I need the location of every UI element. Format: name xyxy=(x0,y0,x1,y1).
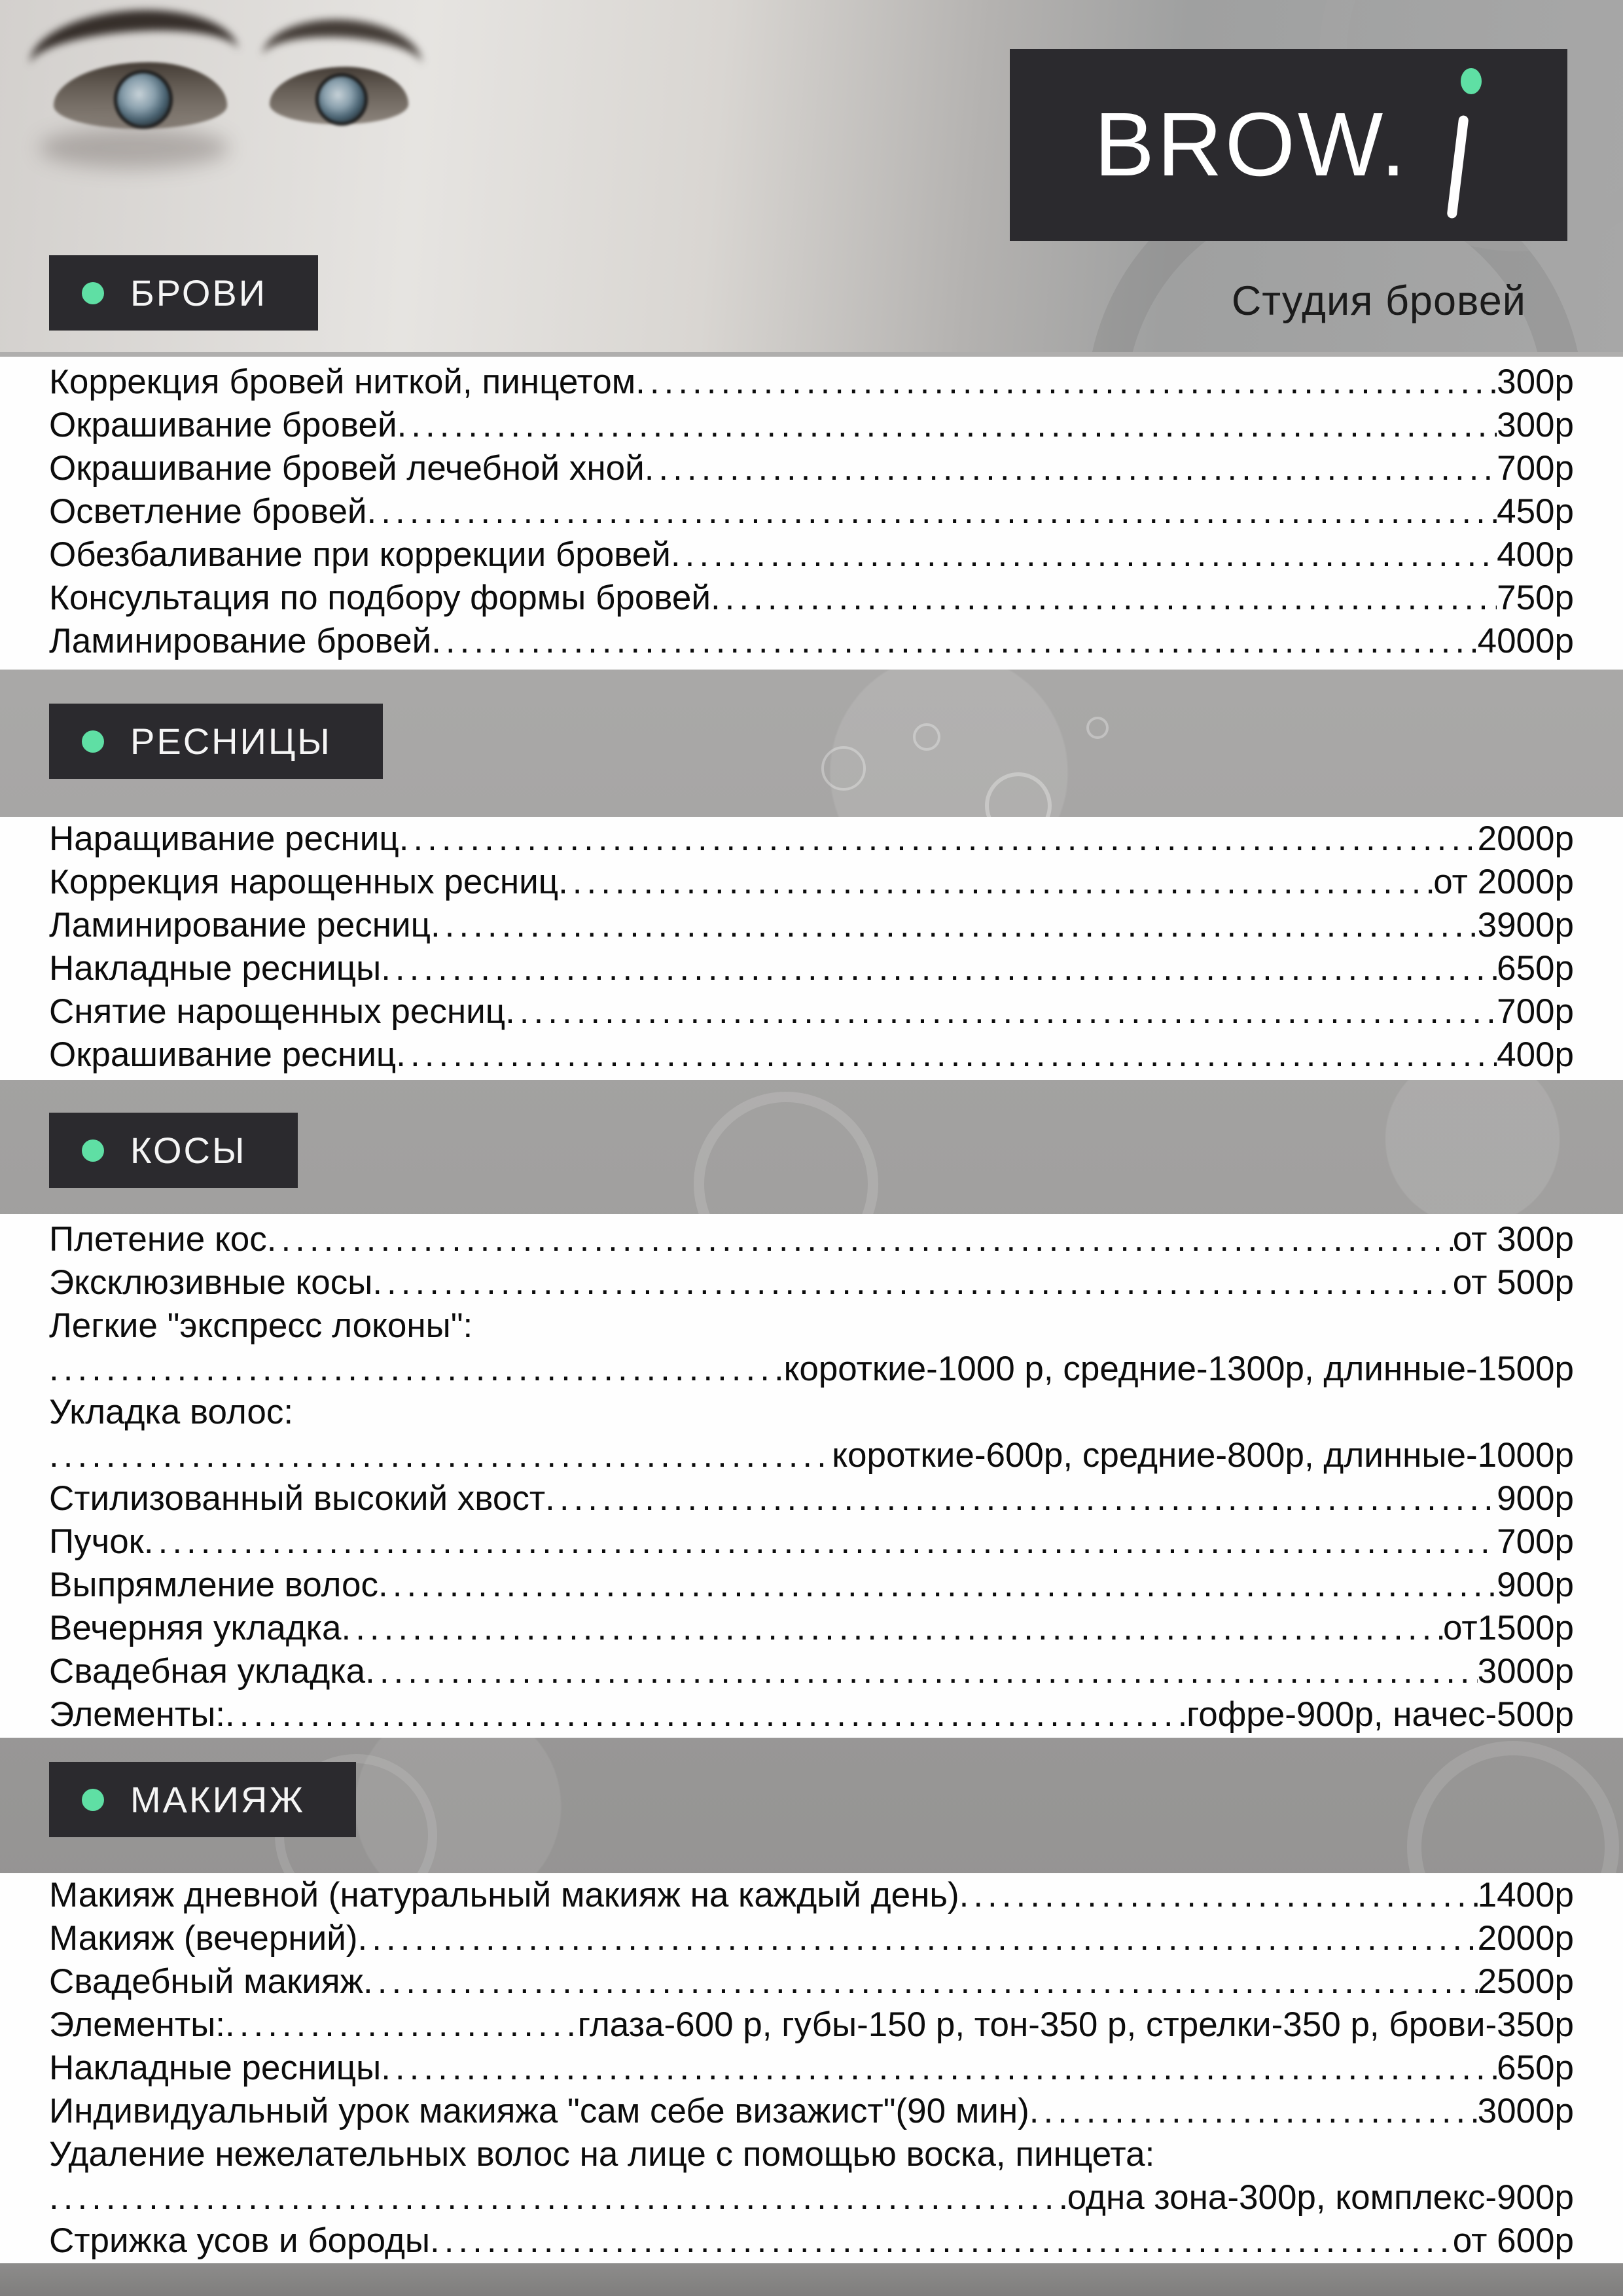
service-name: Окрашивание ресниц xyxy=(49,1035,397,1074)
dot-leader xyxy=(381,2048,1497,2088)
price-row xyxy=(49,1435,1574,1479)
service-price: 700р xyxy=(1497,1522,1574,1561)
price-row xyxy=(49,621,1574,664)
price-row xyxy=(49,2221,1574,2264)
service-price: от 300р xyxy=(1452,1220,1574,1259)
service-price: 900р xyxy=(1497,1479,1574,1518)
service-name: Ламинирование бровей xyxy=(49,622,432,660)
service-price: 650р xyxy=(1497,2049,1574,2087)
bullet-dot-icon xyxy=(82,282,104,304)
service-name: Вечерняя укладка xyxy=(49,1609,342,1647)
service-name: Ламинирование ресниц xyxy=(49,906,431,944)
price-row xyxy=(49,948,1574,992)
section-title: КОСЫ xyxy=(130,1130,247,1171)
service-name: Эксклюзивные косы xyxy=(49,1263,373,1302)
logo-i-glyph xyxy=(1440,68,1483,219)
price-row xyxy=(49,2134,1574,2178)
dot-leader xyxy=(378,1565,1497,1605)
service-name: Снятие нарощенных ресниц xyxy=(49,992,506,1031)
service-price: 300р xyxy=(1497,406,1574,444)
service-name: Обезбаливание при коррекции бровей xyxy=(49,535,671,574)
logo-i-dot-icon xyxy=(1461,68,1482,94)
service-name: Элементы: xyxy=(49,2005,226,2044)
eye-shadow-art xyxy=(39,128,229,168)
price-row xyxy=(49,862,1574,905)
background-bubble xyxy=(913,723,940,751)
service-price: короткие-600р, средние-800р, длинные-1000р xyxy=(832,1436,1574,1475)
dot-leader xyxy=(267,1219,1453,1259)
service-price: от 500р xyxy=(1452,1263,1574,1302)
dot-leader xyxy=(959,1875,1478,1915)
service-price: 750р xyxy=(1497,579,1574,617)
service-price: глаза-600 р, губы-150 р, тон-350 р, стрелки-350 р, брови-350р xyxy=(577,2005,1574,2044)
price-band-resnitsy xyxy=(0,817,1623,1080)
dot-leader xyxy=(635,362,1497,402)
dot-leader xyxy=(545,1479,1497,1518)
service-name: Окрашивание бровей xyxy=(49,406,397,444)
service-price: 650р xyxy=(1497,949,1574,988)
price-row xyxy=(49,1608,1574,1651)
section-label-brovi xyxy=(49,255,318,331)
section-label-kosy xyxy=(49,1113,298,1188)
dot-leader xyxy=(711,578,1497,618)
background-bubble xyxy=(1086,717,1109,739)
price-row xyxy=(49,405,1574,448)
dot-leader xyxy=(396,1035,1497,1075)
service-name: Осветление бровей xyxy=(49,492,367,531)
dot-leader xyxy=(341,1608,1443,1648)
service-price: 700р xyxy=(1497,449,1574,488)
logo-i-stroke xyxy=(1446,115,1469,219)
price-row xyxy=(49,2005,1574,2048)
service-price: 2500р xyxy=(1477,1962,1574,2001)
dot-leader xyxy=(558,862,1433,902)
section-title: РЕСНИЦЫ xyxy=(130,721,332,762)
bullet-dot-icon xyxy=(82,730,104,753)
dot-leader xyxy=(49,1435,832,1475)
service-name: Наращивание ресниц xyxy=(49,819,399,858)
service-price: 4000р xyxy=(1477,622,1574,660)
service-price: от1500р xyxy=(1443,1609,1574,1647)
service-name: Коррекция бровей ниткой, пинцетом xyxy=(49,363,636,401)
price-row xyxy=(49,1918,1574,1962)
price-row xyxy=(49,1695,1574,1738)
service-name: Стрижка усов и бороды xyxy=(49,2221,430,2260)
price-row xyxy=(49,2091,1574,2134)
price-row xyxy=(49,1263,1574,1306)
service-name: Элементы: xyxy=(49,1695,226,1734)
service-name: Накладные ресницы xyxy=(49,2049,382,2087)
service-price: 3000р xyxy=(1477,2092,1574,2130)
service-name: Плетение кос xyxy=(49,1220,267,1259)
section-title: БРОВИ xyxy=(130,272,268,314)
price-row xyxy=(49,1349,1574,1392)
service-price: 2000р xyxy=(1477,819,1574,858)
service-name: Свадебная укладка xyxy=(49,1652,366,1691)
service-price: гофре-900р, начес-500р xyxy=(1186,1695,1574,1734)
dot-leader xyxy=(363,1962,1478,2001)
service-price: 450р xyxy=(1497,492,1574,531)
section-label-resnitsy xyxy=(49,704,383,779)
price-row xyxy=(49,362,1574,405)
dot-leader xyxy=(372,1263,1452,1302)
dot-leader xyxy=(431,621,1477,661)
price-row xyxy=(49,1651,1574,1695)
service-price: от 2000р xyxy=(1433,863,1574,901)
bullet-dot-icon xyxy=(82,1789,104,1811)
service-name: Пучок xyxy=(49,1522,144,1561)
service-price: 2000р xyxy=(1477,1919,1574,1958)
service-price: 3000р xyxy=(1477,1652,1574,1691)
dot-leader xyxy=(399,819,1478,859)
service-name: Свадебный макияж xyxy=(49,1962,364,2001)
price-row xyxy=(49,2178,1574,2221)
price-row xyxy=(49,1392,1574,1435)
price-row xyxy=(49,819,1574,862)
service-price: 400р xyxy=(1497,535,1574,574)
service-name: Удаление нежелательных волос на лице с помощью воска, пинцета: xyxy=(49,2135,1155,2174)
price-band-kosy xyxy=(0,1214,1623,1738)
brand-tagline: Студия бровей xyxy=(1231,278,1526,324)
service-price: короткие-1000 р, средние-1300р, длинные-1500р xyxy=(783,1350,1574,1388)
brand-name: BROW. xyxy=(1094,94,1409,195)
dot-leader xyxy=(645,448,1497,488)
price-row xyxy=(49,992,1574,1035)
price-row xyxy=(49,492,1574,535)
price-row xyxy=(49,1035,1574,1078)
price-row xyxy=(49,1962,1574,2005)
bottom-background-strip xyxy=(0,2263,1623,2296)
service-name: Консультация по подбору формы бровей xyxy=(49,579,711,617)
service-name: Окрашивание бровей лечебной хной xyxy=(49,449,645,488)
service-name: Накладные ресницы xyxy=(49,949,382,988)
price-row xyxy=(49,1875,1574,1918)
brand-logo xyxy=(1010,49,1567,241)
dot-leader xyxy=(365,1651,1478,1691)
service-name: Укладка волос: xyxy=(49,1393,294,1431)
dot-leader xyxy=(49,1349,784,1389)
dot-leader xyxy=(430,2221,1453,2261)
dot-leader xyxy=(225,1695,1186,1734)
dot-leader xyxy=(144,1522,1497,1562)
dot-leader xyxy=(49,2178,1067,2217)
section-label-makiyazh xyxy=(49,1762,356,1837)
price-row xyxy=(49,2048,1574,2091)
service-price: одна зона-300р, комплекс-900р xyxy=(1067,2178,1574,2217)
section-title: МАКИЯЖ xyxy=(130,1779,306,1820)
service-price: 400р xyxy=(1497,1035,1574,1074)
service-name: Легкие "экспресс локоны": xyxy=(49,1306,473,1345)
price-row xyxy=(49,1565,1574,1608)
background-bubble xyxy=(821,746,866,791)
price-row xyxy=(49,1306,1574,1349)
dot-leader xyxy=(505,992,1497,1031)
service-price: 700р xyxy=(1497,992,1574,1031)
service-price: 300р xyxy=(1497,363,1574,401)
dot-leader xyxy=(358,1918,1478,1958)
price-row xyxy=(49,1479,1574,1522)
service-name: Макияж (вечерний) xyxy=(49,1919,358,1958)
service-name: Стилизованный высокий хвост xyxy=(49,1479,546,1518)
price-row xyxy=(49,1219,1574,1263)
service-price: 900р xyxy=(1497,1566,1574,1604)
bullet-dot-icon xyxy=(82,1139,104,1162)
dot-leader xyxy=(367,492,1497,531)
service-name: Выпрямление волос xyxy=(49,1566,379,1604)
dot-leader xyxy=(671,535,1497,575)
service-price: 1400р xyxy=(1477,1876,1574,1914)
dot-leader xyxy=(431,905,1478,945)
service-price: от 600р xyxy=(1452,2221,1574,2260)
price-band-makiyazh xyxy=(0,1873,1623,2266)
service-name: Индивидуальный урок макияжа "сам себе визажист"(90 мин) xyxy=(49,2092,1029,2130)
dot-leader xyxy=(397,405,1497,445)
price-row xyxy=(49,1522,1574,1565)
dot-leader xyxy=(225,2005,578,2045)
service-name: Макияж дневной (натуральный макияж на каждый день) xyxy=(49,1876,959,1914)
price-row xyxy=(49,905,1574,948)
service-name: Коррекция нарощенных ресниц xyxy=(49,863,559,901)
service-price: 3900р xyxy=(1477,906,1574,944)
dot-leader xyxy=(1029,2091,1478,2131)
dot-leader xyxy=(381,948,1497,988)
price-band-brovi xyxy=(0,357,1623,670)
price-row xyxy=(49,448,1574,492)
price-row xyxy=(49,535,1574,578)
price-row xyxy=(49,578,1574,621)
